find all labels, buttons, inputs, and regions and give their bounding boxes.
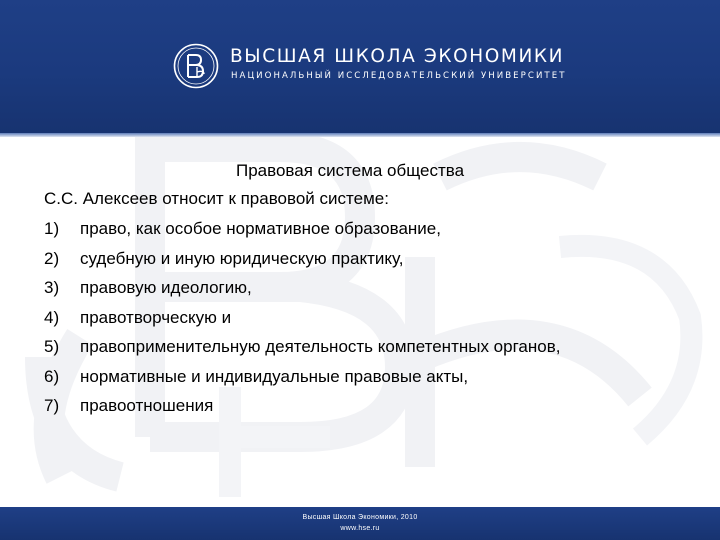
hse-logo-icon	[173, 43, 219, 89]
footer-website-link[interactable]: www.hse.ru	[340, 525, 380, 532]
item-text: правоприменительную деятельность компетентных органов,	[80, 337, 561, 356]
org-subtitle: НАЦИОНАЛЬНЫЙ ИССЛЕДОВАТЕЛЬСКИЙ УНИВЕРСИТЕТ	[231, 71, 567, 81]
item-number: 5)	[44, 337, 60, 356]
intro-text: С.С. Алексеев относит к правовой системе:	[44, 189, 389, 208]
item-number: 6)	[44, 366, 60, 386]
item-text: право, как особое нормативное образование,	[80, 219, 441, 238]
item-text: судебную и иную юридическую практику,	[80, 248, 404, 268]
item-text: правотворческую и	[80, 307, 232, 327]
item-number: 2)	[44, 248, 60, 268]
org-name: ВЫСШАЯ ШКОЛА ЭКОНОМИКИ	[230, 46, 565, 67]
footer-copyright: Высшая Школа Экономики, 2010	[302, 514, 418, 521]
slide-title: Правовая система общества	[236, 161, 465, 180]
item-number: 7)	[44, 396, 60, 415]
item-text: правовую идеологию,	[80, 278, 252, 297]
item-text: правоотношения	[80, 396, 214, 415]
item-number: 4)	[44, 307, 60, 327]
item-number: 3)	[44, 278, 60, 297]
item-text: нормативные и индивидуальные правовые акты,	[80, 366, 469, 386]
footer-bar	[0, 507, 720, 540]
item-number: 1)	[44, 219, 60, 238]
